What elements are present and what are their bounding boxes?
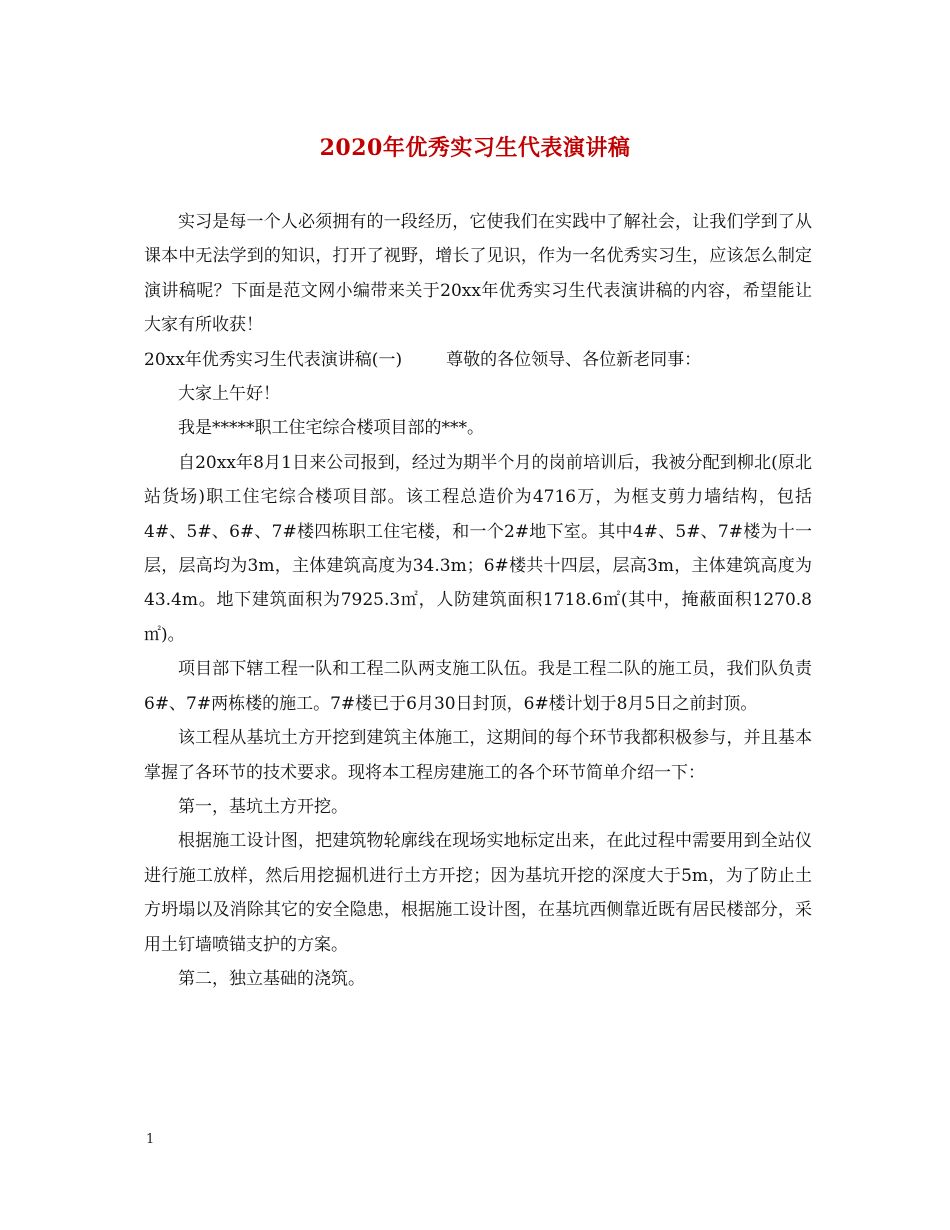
document-title: 2020年优秀实习生代表演讲稿 — [319, 135, 631, 161]
process-paragraph: 该工程从基坑土方开挖到建筑主体施工，这期间的每个环节我都积极参与，并且基本掌握了各环节的技术要求。现将本工程房建施工的各个环节简单介绍一下： — [144, 728, 812, 783]
project-overview-paragraph: 自20xx年8月1日来公司报到，经过为期半个月的岗前培训后，我被分配到柳北(原北站货场)职工住宅综合楼项目部。该工程总造价为4716万，为框支剪力墙结构，包括4#、5#、6#、7#楼四栋职工住宅楼，和一个2#地下室。其中4#、5#、7#楼为十一层，层高均为3m，主体建筑高度为34.3m；6#楼共十四层，层高3m，主体建筑高度为43.4m。地下建筑面积为7925.3㎡，人防建筑面积1718.6㎡(其中，掩蔽面积1270.8㎡)。 — [144, 452, 812, 645]
intro-paragraph: 实习是每一个人必须拥有的一段经历，它使我们在实践中了解社会，让我们学到了从课本中无法学到的知识，打开了视野，增长了见识，作为一名优秀实习生，应该怎么制定演讲稿呢？下面是范文网小编带来关于20xx年优秀实习生代表演讲稿的内容，希望能让大家有所收获！ — [144, 212, 812, 336]
step-one-heading: 第一，基坑土方开挖。 — [178, 796, 348, 817]
team-paragraph: 项目部下辖工程一队和工程二队两支施工队伍。我是工程二队的施工员，我们队负责6#、7#两栋楼的施工。7#楼已于6月30日封顶，6#楼计划于8月5日之前封顶。 — [144, 659, 812, 714]
document-body — [144, 205, 812, 996]
section-heading-line — [144, 343, 812, 377]
greeting-paragraph: 大家上午好！ — [178, 384, 280, 405]
page-number: 1 — [146, 1132, 155, 1147]
self-intro-paragraph: 我是*****职工住宅综合楼项目部的***。 — [178, 418, 484, 439]
step-one-paragraph: 根据施工设计图，把建筑物轮廓线在现场实地标定出来，在此过程中需要用到全站仪进行施工放样，然后用挖掘机进行土方开挖；因为基坑开挖的深度大于5m，为了防止土方坍塌以及消除其它的安全隐患，根据施工设计图，在基坑西侧靠近既有居民楼部分，采用土钉墙喷锚支护的方案。 — [144, 831, 812, 955]
salutation: 尊敬的各位领导、各位新老同事： — [446, 349, 702, 370]
step-two-heading: 第二，独立基础的浇筑。 — [178, 968, 365, 989]
section-heading: 20xx年优秀实习生代表演讲稿(一) — [144, 349, 403, 370]
